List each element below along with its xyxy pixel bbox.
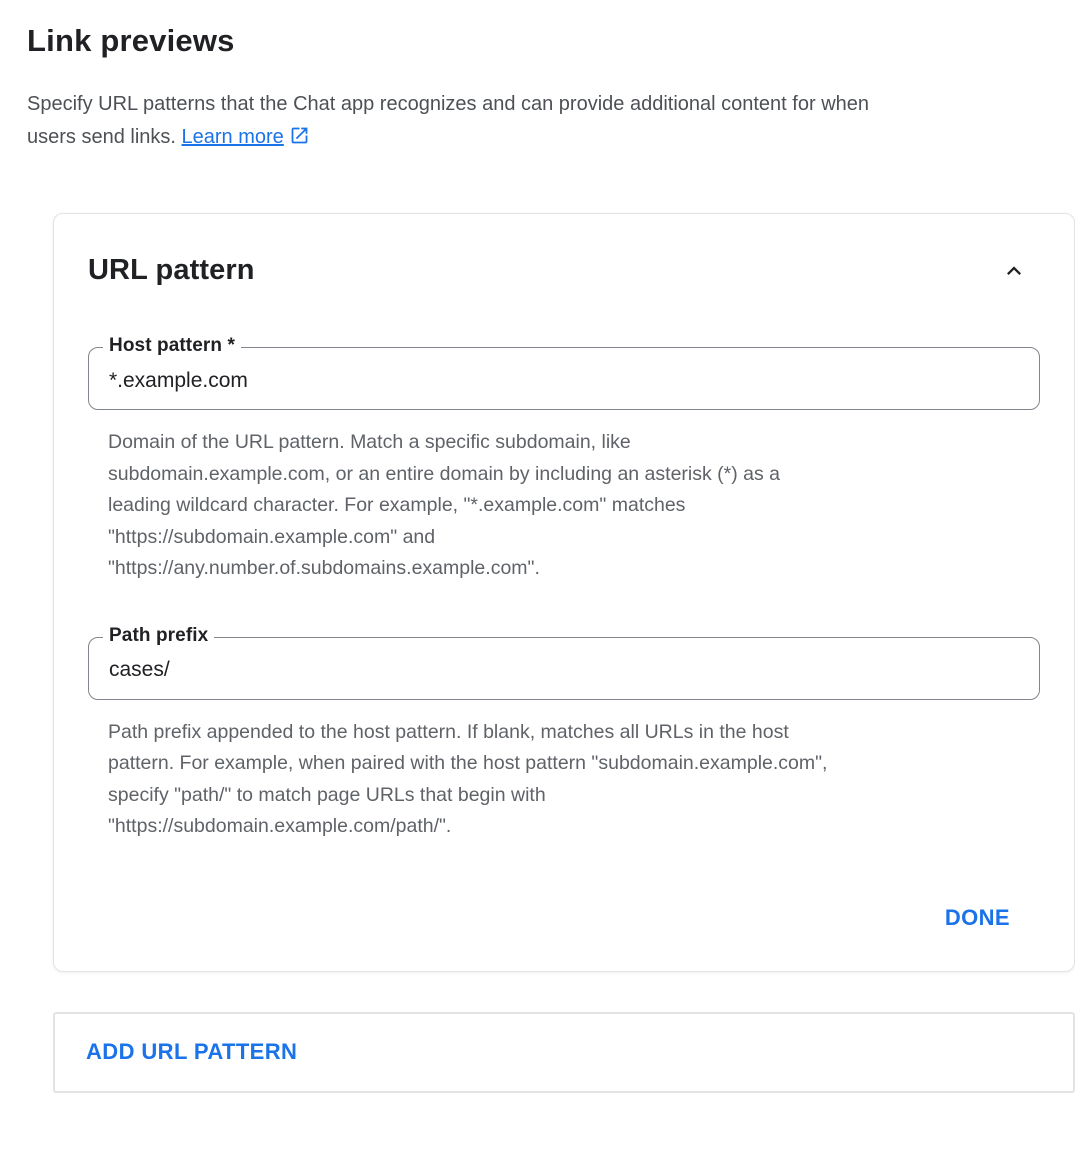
done-button[interactable]: DONE <box>929 895 1026 941</box>
chevron-up-icon <box>1000 257 1028 285</box>
learn-more-link[interactable]: Learn more <box>181 125 284 148</box>
host-pattern-label: Host pattern * <box>103 334 241 358</box>
helper-line: "https://subdomain.example.com/path/". <box>108 815 452 837</box>
url-pattern-card-title: URL pattern <box>88 254 255 286</box>
path-prefix-label: Path prefix <box>103 624 214 648</box>
page-title: Link previews <box>27 23 235 58</box>
path-prefix-field <box>88 624 1040 700</box>
helper-line: Domain of the URL pattern. Match a specific subdomain, like <box>108 431 631 453</box>
add-url-pattern-card <box>53 1012 1075 1093</box>
helper-line: Path prefix appended to the host pattern. If blank, matches all URLs in the host <box>108 720 789 743</box>
page-description-line2: users send links. <box>27 125 176 148</box>
host-pattern-helper-text <box>108 427 1040 585</box>
helper-line: specify "path/" to match page URLs that begin with <box>108 783 546 806</box>
page-description <box>27 88 1047 153</box>
helper-line: leading wildcard character. For example, "*.example.com" matches <box>108 494 686 516</box>
helper-line: pattern. For example, when paired with the host pattern "subdomain.example.com", <box>108 752 828 774</box>
url-pattern-card <box>53 213 1075 972</box>
card-actions-row <box>88 895 1040 941</box>
helper-line: "https://any.number.of.subdomains.example.com". <box>108 557 540 579</box>
path-prefix-input[interactable] <box>89 638 1039 699</box>
path-prefix-helper-text <box>108 717 1040 843</box>
add-url-pattern-button[interactable]: ADD URL PATTERN <box>71 1029 312 1075</box>
helper-line: subdomain.example.com, or an entire domain by including an asterisk (*) as a <box>108 462 781 485</box>
url-pattern-card-header <box>88 254 1040 287</box>
host-pattern-field <box>88 335 1040 410</box>
open-in-new-icon <box>289 125 310 146</box>
helper-line: "https://subdomain.example.com" and <box>108 525 436 548</box>
page-description-line1: Specify URL patterns that the Chat app recognizes and can provide additional content for when <box>27 93 870 115</box>
collapse-card-button[interactable] <box>998 255 1030 287</box>
